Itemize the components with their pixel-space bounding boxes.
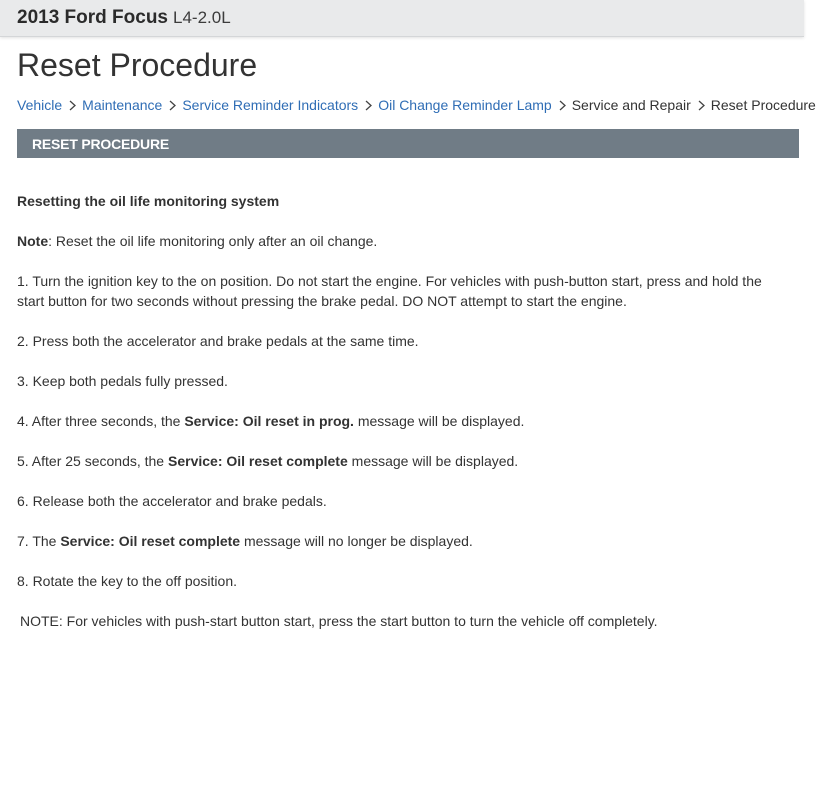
breadcrumb-oil-change-reminder-lamp[interactable]: Oil Change Reminder Lamp [378, 97, 552, 113]
step-4-text: 4. After three seconds, the [17, 413, 185, 429]
procedure-heading: Resetting the oil life monitoring system [17, 193, 280, 209]
breadcrumb-service-reminder-indicators[interactable]: Service Reminder Indicators [182, 97, 359, 113]
breadcrumb-maintenance[interactable]: Maintenance [82, 97, 163, 113]
page-title: Reset Procedure [17, 47, 258, 83]
vehicle-name: 2013 Ford Focus [17, 7, 168, 28]
step-7-message: Service: Oil reset complete [60, 533, 241, 549]
step-2: 2. Press both the accelerator and brake pedals at the same time. [17, 333, 419, 349]
chevron-right-icon [365, 100, 372, 111]
step-5-text: 5. After 25 seconds, the [17, 453, 168, 469]
step-8: 8. Rotate the key to the off position. [17, 573, 237, 589]
chevron-right-icon [169, 100, 176, 111]
step-7 [17, 531, 787, 551]
step-4-suffix: message will be displayed. [353, 413, 525, 429]
chevron-right-icon [559, 100, 566, 111]
section-header: RESET PROCEDURE [17, 129, 799, 158]
step-7-suffix: message will no longer be displayed. [240, 533, 473, 549]
breadcrumb-vehicle[interactable]: Vehicle [17, 97, 63, 113]
step-5-suffix: message will be displayed. [347, 453, 519, 469]
note-text: : Reset the oil life monitoring only after an oil change. [48, 233, 378, 249]
step-4 [17, 411, 787, 431]
final-note: NOTE: For vehicles with push-start button start, press the start button to turn the vehicle off completely. [20, 613, 658, 629]
note-label: Note [17, 233, 49, 249]
note-paragraph [17, 231, 787, 251]
procedure-content [17, 191, 787, 631]
step-5-message: Service: Oil reset complete [168, 453, 348, 469]
breadcrumb-reset-procedure: Reset Procedure [710, 97, 816, 113]
step-1: 1. Turn the ignition key to the on position. Do not start the engine. For vehicles with push-button start, press and hold the start button for two seconds without pressing the brake pedal. DO NOT attempt to start the engine. [17, 273, 762, 309]
breadcrumb-service-and-repair: Service and Repair [571, 97, 691, 113]
engine-spec: L4-2.0L [173, 8, 231, 27]
vehicle-header [0, 0, 804, 37]
breadcrumb [17, 97, 816, 113]
chevron-right-icon [69, 100, 76, 111]
step-4-message: Service: Oil reset in prog. [184, 413, 354, 429]
step-6: 6. Release both the accelerator and brake pedals. [17, 493, 327, 509]
chevron-right-icon [698, 100, 705, 111]
step-5 [17, 451, 787, 471]
step-7-text: 7. The [17, 533, 61, 549]
step-3: 3. Keep both pedals fully pressed. [17, 373, 228, 389]
